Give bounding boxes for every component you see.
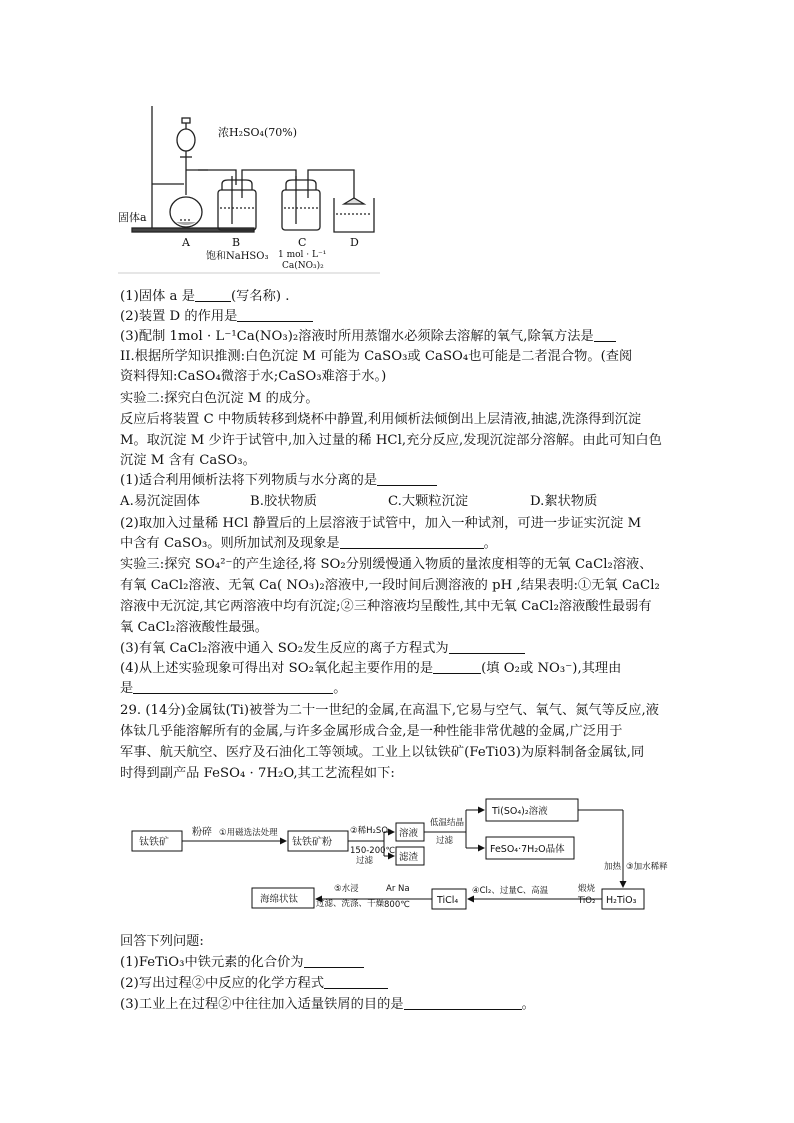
flask-label-a: A: [182, 236, 190, 249]
exp3-q4-reason-line: 是 。: [120, 681, 347, 696]
temp800-label: 800℃: [384, 900, 410, 910]
ore-box: 钛铁矿: [139, 837, 169, 848]
step3-label: ③加水稀释: [626, 862, 668, 872]
answer-blank: [340, 534, 484, 549]
exp2-q1-line: (1)适合利用倾析法将下列物质与水分离的是: [120, 471, 437, 491]
temp-label: 150-200℃: [350, 846, 396, 856]
ti-solution-box: Ti(SO₄)₂溶液: [492, 806, 548, 817]
answer-blank: [324, 974, 388, 989]
text-line: 体钛几乎能溶解所有的金属,与许多金属形成合金,是一种性能非常优越的金属,广泛用于: [120, 724, 623, 739]
option-d: D.絮状物质: [530, 494, 598, 509]
text-line: 氧 CaCl₂溶液酸性最强。: [120, 620, 268, 635]
answer-blank: [594, 327, 616, 342]
ticl4-box: TiCl₄: [437, 895, 459, 906]
crystallize-label: 低温结晶: [430, 818, 465, 828]
text-line: 资料得知:CaSO₄微溶于水;CaSO₃难溶于水。): [120, 369, 387, 384]
q29-2-line: (2)写出过程②中反应的化学方程式: [120, 974, 388, 994]
apparatus-diagram: [118, 100, 380, 275]
q3-line: (3)配制 1mol · L⁻¹Ca(NO₃)₂溶液时所用蒸馏水必须除去溶解的氧气,除氧方法是: [120, 327, 616, 347]
option-a: A.易沉淀固体: [120, 494, 201, 509]
text-line: 实验三:探究 SO₄²⁻的产生途径,将 SO₂分别缓慢通入物质的量浓度相等的无氧 CaCl₂溶液、: [120, 557, 653, 572]
step1-label: ①用磁选法处理: [219, 828, 278, 838]
filter-label: 过滤: [356, 856, 374, 866]
exp3-q3-line: (3)有氧 CaCl₂溶液中通入 SO₂发生反应的离子方程式为: [120, 639, 525, 659]
flask-label-d: D: [350, 236, 359, 249]
step2-label: ②稀H₂SO₄: [350, 826, 392, 836]
solid-label: 固体a: [118, 211, 147, 224]
nahso3-label: 饱和NaHSO₃: [206, 251, 269, 262]
q29-1-line: (1)FeTiO₃中铁元素的化合价为: [120, 953, 364, 973]
q1-line: (1)固体 a 是 (写名称) .: [120, 289, 290, 304]
text-line: (2)取加入过量稀 HCl 静置后的上层溶液于试管中，加入一种试剂，可进一步证实沉淀 M: [120, 516, 642, 531]
ar-na-label: Ar Na: [386, 884, 410, 894]
answer-blank: [404, 995, 522, 1010]
residue-box: 滤渣: [399, 852, 419, 863]
text-line: M。取沉淀 M 少许于试管中,加入过量的稀 HCl,充分反应,发现沉淀部分溶解。由此可知白色: [120, 433, 662, 448]
filter2-label: 过滤: [436, 836, 454, 846]
step5-label: ⑤水浸: [334, 884, 359, 894]
text-line: 溶液中无沉淀,其它两溶液中均有沉淀;②三种溶液均呈酸性,其中无氧 CaCl₂溶液酸性最弱有: [120, 599, 652, 614]
cano3-label: Ca(NO₃)₂: [282, 261, 324, 271]
text-line: 沉淀 M 含有 CaSO₃。: [120, 453, 256, 468]
answer-blank: [133, 679, 333, 694]
feso4-box: FeSO₄·7H₂O晶体: [490, 844, 565, 855]
sponge-ti-box: 海绵状钛: [260, 894, 299, 905]
option-b: B.胶状物质: [250, 494, 317, 509]
q29-3-line: (3)工业上在过程②中往往加入适量铁屑的目的是 。: [120, 997, 535, 1012]
step4-label: ④Cl₂、过量C、高温: [472, 886, 549, 896]
option-c: C.大颗粒沉淀: [388, 494, 469, 509]
calcine-label: 煅烧: [578, 884, 596, 894]
answer-blank: [195, 287, 231, 302]
answer-blank: [449, 639, 525, 654]
flask-label-b: B: [232, 236, 241, 249]
text-line: 反应后将装置 C 中物质转移到烧杯中静置,利用倾析法倾倒出上层清液,抽滤,洗涤得到沉淀: [120, 412, 642, 427]
text-line: 时得到副产品 FeSO₄ · 7H₂O,其工艺流程如下:: [120, 766, 395, 781]
text-line: 回答下列问题:: [120, 934, 204, 949]
options-line: [120, 492, 597, 512]
answer-blank: [433, 659, 481, 674]
flask-label-c: C: [298, 236, 307, 249]
tio2-label: TiO₂: [578, 896, 596, 906]
exp2-q2-line: 中含有 CaSO₃。则所加试剂及现象是 。: [120, 536, 497, 551]
solution-box: 溶液: [399, 828, 419, 839]
exp3-q4-line: (4)从上述实验现象可得出对 SO₂氧化起主要作用的是 (填 O₂或 NO₃⁻),其理由: [120, 661, 622, 676]
step5-ops-label: 过滤、洗涤、干燥: [316, 899, 385, 909]
answer-blank: [377, 471, 437, 486]
conc-label: 1 mol · L⁻¹: [278, 250, 327, 260]
crush-label: 粉碎: [192, 827, 212, 838]
q2-line: (2)装置 D 的作用是: [120, 307, 313, 327]
text-line: II.根据所学知识推测:白色沉淀 M 可能为 CaSO₃或 CaSO₄也可能是二者混合物。(查阅: [120, 349, 633, 364]
text-line: 军事、航天航空、医疗及石油化工等领域。工业上以钛铁矿(FeTi03)为原料制备金属钛,同: [120, 745, 645, 760]
ore-powder-box: 钛铁矿粉: [292, 837, 332, 848]
text-line: 有氧 CaCl₂溶液、无氧 Ca( NO₃)₂溶液中,一段时间后测溶液的 pH ,结果表明:①无氧 CaCl₂: [120, 578, 660, 593]
q29-line: 29. (14分)金属钛(Ti)被誉为二十一世纪的金属,在高温下,它易与空气、氧气、氮气等反应,液: [120, 703, 659, 718]
answer-blank: [237, 307, 313, 322]
process-flowchart: [126, 793, 674, 915]
answer-blank: [304, 953, 364, 968]
h2tio3-box: H₂TiO₃: [606, 895, 637, 906]
heat-label: 加热: [604, 862, 622, 872]
acid-label: 浓H₂SO₄(70%): [218, 126, 297, 139]
text-line: 实验二:探究白色沉淀 M 的成分。: [120, 391, 319, 406]
